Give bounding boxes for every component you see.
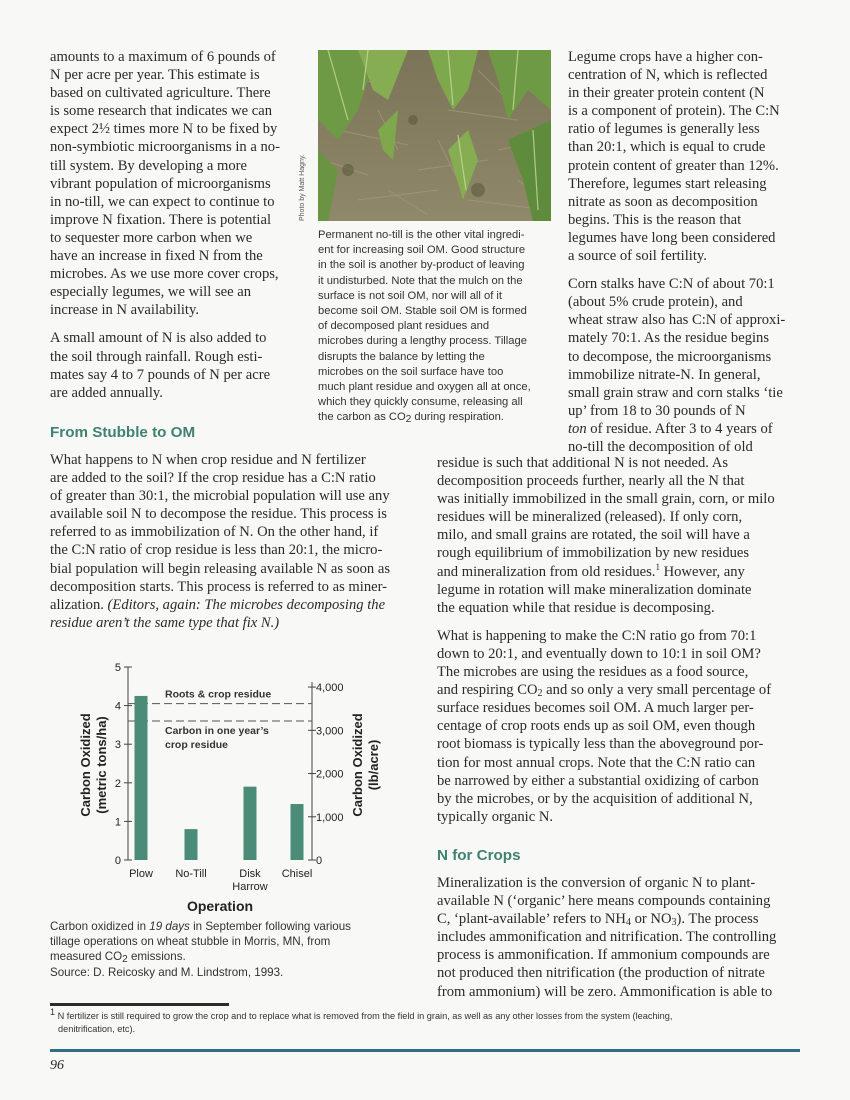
one-year-residue-label-2: crop residue bbox=[165, 739, 229, 752]
text-line: is a component of protein). The C:N bbox=[568, 103, 780, 120]
text-line-with-footnote: and mineralization from old residues.$^1$ However, any bbox=[437, 561, 745, 580]
text-line: referred to as immobilization of N. On the other hand, if bbox=[50, 524, 379, 541]
right-axis-title-line1: Carbon Oxidized bbox=[350, 713, 365, 817]
page-number: 96 bbox=[50, 1058, 64, 1073]
text-line: especially legumes, we will see an bbox=[50, 284, 251, 301]
text-line-nh4: C, ‘plant-available’ refers to $NH_4$ or $NO_3$). The process bbox=[437, 911, 759, 929]
middle-right-text bbox=[437, 454, 807, 826]
no-till-photo bbox=[318, 50, 551, 221]
chart-caption-line: tillage operations on wheat stubble in Morris, MN, from bbox=[50, 935, 331, 949]
text-line: in their greater protein content (N bbox=[568, 85, 765, 102]
text-line: ratio of legumes is generally less bbox=[568, 121, 760, 138]
roots-crop-residue-label: Roots & crop residue bbox=[165, 688, 272, 701]
text-line: process is ammonification. If ammonium compounds are bbox=[437, 947, 770, 964]
right-tick-label: 4,000 bbox=[316, 682, 344, 695]
caption-line: become soil OM. Stable soil OM is formed bbox=[318, 305, 527, 318]
intro-paragraph-2 bbox=[50, 329, 305, 401]
text-line: expect 2½ times more N to be fixed by bbox=[50, 121, 278, 138]
text-line: Therefore, legumes start releasing bbox=[568, 175, 767, 192]
caption-line: much plant residue and oxygen all at once, bbox=[318, 381, 531, 394]
right-tick-label: 2,000 bbox=[316, 768, 344, 781]
caption-line: of decomposed plant residues and bbox=[318, 320, 490, 333]
text-line: protein content of greater than 12%. bbox=[568, 157, 779, 174]
text-line: typically organic N. bbox=[437, 808, 554, 825]
text-line: wheat straw also has C:N of approxi- bbox=[568, 312, 786, 329]
category-label: No-Till bbox=[175, 868, 207, 880]
text-line: no-till the decomposition of old bbox=[568, 438, 753, 455]
text-line: in no-till, we can expect to continue to bbox=[50, 193, 275, 210]
text-line: centage of crop roots ends up as soil OM, even though bbox=[437, 718, 756, 735]
text-line: available N (‘organic’ here means compounds containing bbox=[437, 893, 771, 910]
text-line: legume in rotation will make mineralization dominate bbox=[437, 581, 752, 598]
caption-line: Permanent no-till is the other vital ingredi- bbox=[318, 229, 525, 241]
text-line: The microbes are using the residues as a food source, bbox=[437, 664, 749, 681]
text-line: Corn stalks have C:N of about 70:1 bbox=[568, 276, 775, 293]
text-line: alization. (Editors, again: The microbes decomposing the bbox=[50, 596, 386, 613]
heading-n-for-crops: N for Crops bbox=[437, 847, 521, 864]
category-label: Harrow bbox=[232, 881, 268, 893]
photo-caption-last-line: the carbon as CO2 during respiration. bbox=[318, 411, 504, 426]
text-line: bial population will begin releasing available N as soon as bbox=[50, 560, 391, 577]
caption-line: in the soil is another by-product of leaving bbox=[318, 259, 525, 272]
right-tick-label: 1,000 bbox=[316, 811, 344, 824]
text-line: is some research that indicates we can bbox=[50, 103, 273, 120]
text-line: down to 20:1, and eventually down to 10:1 in soil OM? bbox=[437, 645, 761, 662]
text-line: milo, and small grains are rotated, the soil will have a bbox=[437, 527, 750, 544]
text-line-co2: and respiring $CO_2$ and so only a very small percentage of bbox=[437, 682, 772, 700]
corn-field-image bbox=[318, 50, 551, 221]
left-tick-label: 4 bbox=[114, 700, 121, 713]
stubble-paragraph bbox=[50, 451, 420, 632]
text-line: are added annually. bbox=[50, 384, 163, 401]
text-line: have an increase in fixed N from the bbox=[50, 248, 263, 265]
caption-line: microbes during a lengthy process. Tillage bbox=[318, 335, 527, 348]
text-line: small grain straw and corn stalks ‘tie bbox=[568, 384, 783, 401]
text-line: to decompose, the microorganisms bbox=[568, 348, 772, 365]
left-axis-title-line2: (metric tons/ha) bbox=[94, 716, 109, 814]
one-year-residue-label-1: Carbon in one year’s bbox=[165, 725, 269, 738]
text-line: of greater than 30:1, the microbial population will use any bbox=[50, 488, 390, 505]
chart-caption bbox=[50, 919, 420, 980]
text-line: immobilize nitrate-N. In general, bbox=[568, 366, 761, 383]
left-column-text bbox=[50, 48, 305, 402]
text-line: not produced then nitrification (the production of nitrate bbox=[437, 965, 765, 982]
page-bottom-rule bbox=[50, 1049, 800, 1052]
intro-paragraph-1 bbox=[50, 48, 305, 319]
text-line: mates say 4 to 7 pounds of N per acre bbox=[50, 366, 271, 383]
left-tick-label: 3 bbox=[114, 739, 121, 752]
bar-disk-harrow bbox=[244, 787, 257, 860]
category-label: Disk bbox=[239, 868, 261, 880]
chart-source: Source: D. Reicosky and M. Lindstrom, 1993. bbox=[50, 965, 284, 979]
text-line: up’ from 18 to 30 pounds of N bbox=[568, 402, 746, 419]
text-line: improve N fixation. There is potential bbox=[50, 211, 272, 228]
heading-from-stubble-to-om: From Stubble to OM bbox=[50, 424, 196, 441]
left-tick-label: 2 bbox=[114, 777, 121, 790]
text-line: the equation while that residue is decomposing. bbox=[437, 599, 715, 616]
text-line: residue is such that additional N is not needed. As bbox=[437, 455, 729, 471]
text-line: What happens to N when crop residue and N fertilizer bbox=[50, 452, 366, 468]
text-line: are added to the soil? If the crop residue has a C:N ratio bbox=[50, 470, 376, 487]
text-line: What is happening to make the C:N ratio go from 70:1 bbox=[437, 627, 757, 644]
photo-caption bbox=[318, 228, 558, 426]
text-line: includes ammonification and nitrification. The controlling bbox=[437, 929, 777, 946]
text-line: a source of soil fertility. bbox=[568, 248, 707, 265]
caption-line: it undisturbed. Note that the mulch on the bbox=[318, 274, 523, 287]
footnote-line: denitrification, etc). bbox=[58, 1024, 136, 1034]
text-line: non-symbiotic microorganisms in a no- bbox=[50, 139, 280, 156]
text-line: decomposition starts. This process is referred to as miner- bbox=[50, 578, 388, 595]
text-line: by the microbes, or by the acquisition of additional N, bbox=[437, 790, 753, 807]
x-axis-title: Operation bbox=[186, 898, 254, 914]
footnote-rule bbox=[50, 1003, 229, 1006]
footnote-line: $^1$ N fertilizer is still required to grow the crop and to replace what is removed from the field in grain, as well as any other losses from the system (leaching, bbox=[50, 1006, 673, 1021]
footnote bbox=[50, 1006, 800, 1036]
text-line: residue aren’t the same type that fix N.) bbox=[50, 614, 280, 631]
text-line: available soil N to decompose the residue. This process is bbox=[50, 506, 387, 523]
n-for-crops-paragraph bbox=[437, 874, 807, 1001]
chart-caption-line: measured CO2 emissions. bbox=[50, 950, 186, 966]
left-axis-title-line1: Carbon Oxidized bbox=[78, 713, 93, 817]
footnote-marker: 1 bbox=[655, 561, 660, 572]
legume-paragraph bbox=[568, 48, 808, 265]
photo-credit: Photo by Matt Hagny. bbox=[299, 154, 306, 221]
text-line: root biomass is typically less than the aboveground por- bbox=[437, 736, 764, 753]
left-tick-label: 5 bbox=[114, 662, 121, 674]
text-line: vibrant population of microorganisms bbox=[50, 175, 271, 192]
corn-stalks-paragraph bbox=[568, 275, 808, 420]
right-tick-label: 0 bbox=[316, 855, 323, 867]
text-line: decomposition proceeds further, nearly all the N that bbox=[437, 473, 745, 490]
left-tick-label: 1 bbox=[114, 816, 121, 829]
right-axis-title-line2: (lb/acre) bbox=[366, 739, 381, 791]
text-line: amounts to a maximum of 6 pounds of bbox=[50, 49, 276, 65]
bar-chisel bbox=[291, 804, 304, 860]
text-line: based on cultivated agriculture. There bbox=[50, 85, 271, 102]
text-line: microbes. As we use more cover crops, bbox=[50, 266, 279, 283]
text-line: residues will be mineralized (released). If only corn, bbox=[437, 509, 743, 526]
text-line: A small amount of N is also added to bbox=[50, 330, 267, 347]
text-line: nitrate as soon as decomposition bbox=[568, 193, 758, 210]
right-tick-label: 3,000 bbox=[316, 725, 344, 738]
photo-caption-text bbox=[318, 228, 558, 410]
left-tick-label: 0 bbox=[114, 855, 121, 867]
chart-caption-line: Carbon oxidized in 19 days in September following various bbox=[50, 920, 351, 933]
text-line: rough equilibrium of immobilization by new residues bbox=[437, 545, 750, 562]
text-line: legumes have long been considered bbox=[568, 229, 776, 246]
per-ton-line: ton of residue. After 3 to 4 years of bbox=[568, 420, 773, 437]
text-line: to sequester more carbon when we bbox=[50, 229, 253, 246]
category-label: Chisel bbox=[281, 868, 313, 880]
text-line: (about 5% crude protein), and bbox=[568, 294, 743, 311]
caption-line: surface is not soil OM, nor will all of it bbox=[318, 289, 503, 302]
text-line: was initially immobilized in the small grain, corn, or milo bbox=[437, 491, 775, 508]
carbon-oxidized-chart bbox=[50, 650, 430, 920]
text-line: the C:N ratio of crop residue is less than 20:1, the micro- bbox=[50, 542, 383, 559]
right-column-text bbox=[568, 48, 808, 456]
text-line: begins. This is the reason that bbox=[568, 211, 742, 228]
text-line: be narrowed by either a substantial oxidizing of carbon bbox=[437, 772, 759, 789]
text-line: from ammonium) will be zero. Ammonification is able to bbox=[437, 983, 773, 1000]
text-line: till system. By developing a more bbox=[50, 157, 247, 174]
text-line: the soil through rainfall. Rough esti- bbox=[50, 348, 263, 365]
text-line: centration of N, which is reflected bbox=[568, 67, 768, 84]
caption-line: disrupts the balance by letting the bbox=[318, 350, 485, 363]
caption-line: which they quickly consume, releasing all bbox=[318, 396, 523, 409]
caption-line: ent for increasing soil OM. Good structure bbox=[318, 244, 526, 257]
text-line: Mineralization is the conversion of organic N to plant- bbox=[437, 875, 756, 891]
bar-no-till bbox=[185, 829, 198, 860]
text-line: increase in N availability. bbox=[50, 302, 199, 319]
category-label: Plow bbox=[129, 868, 153, 880]
bar-plow bbox=[135, 696, 148, 860]
text-line: mately 70:1. As the residue begins bbox=[568, 330, 770, 347]
caption-line: microbes on the soil surface have too bbox=[318, 365, 504, 378]
text-line: Legume crops have a higher con- bbox=[568, 49, 763, 65]
text-line: N per acre per year. This estimate is bbox=[50, 67, 260, 84]
text-line: tion for most annual crops. Note that the C:N ratio can bbox=[437, 754, 756, 771]
text-line: than 20:1, which is equal to crude bbox=[568, 139, 766, 156]
text-line: surface residues becomes soil OM. A much larger per- bbox=[437, 700, 754, 717]
